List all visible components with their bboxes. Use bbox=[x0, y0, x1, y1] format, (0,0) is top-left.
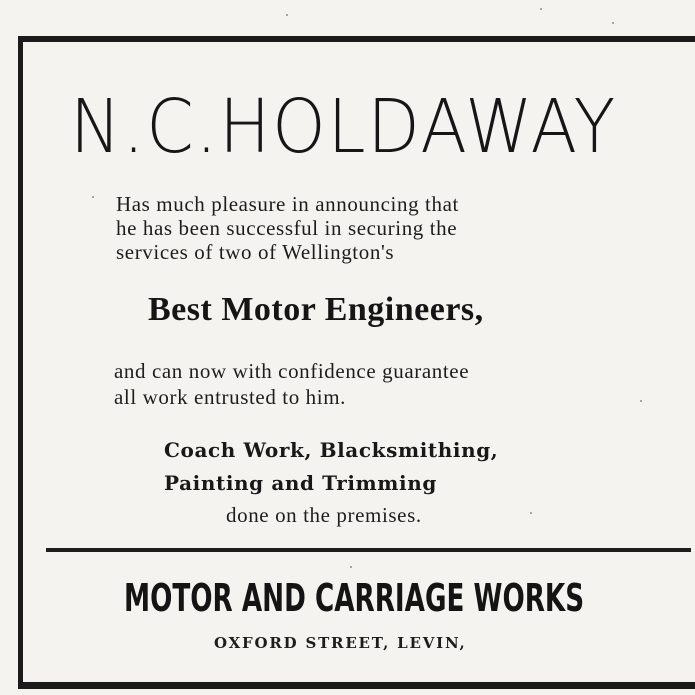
paper-speck bbox=[530, 512, 532, 514]
ad-border-bottom bbox=[18, 682, 695, 689]
paper-speck bbox=[540, 8, 542, 10]
announcement-text bbox=[116, 192, 636, 264]
advertiser-name: N.C.HOLDAWAY bbox=[70, 84, 618, 170]
announcement-line: he has been successful in securing the bbox=[116, 216, 458, 240]
paper-speck bbox=[612, 22, 614, 24]
services-line: Painting and Trimming bbox=[164, 471, 437, 495]
guarantee-line: all work entrusted to him. bbox=[114, 385, 346, 409]
business-address: OXFORD STREET, LEVIN, bbox=[214, 634, 467, 652]
guarantee-text bbox=[114, 358, 634, 410]
divider-rule bbox=[46, 548, 691, 552]
announcement-line: services of two of Wellington's bbox=[116, 240, 395, 264]
paper-speck bbox=[350, 566, 352, 568]
headline: Best Motor Engineers, bbox=[148, 291, 484, 328]
ad-border-left bbox=[18, 36, 23, 688]
business-name: MOTOR AND CARRIAGE WORKS bbox=[124, 576, 585, 620]
paper-speck bbox=[640, 400, 642, 402]
announcement-line: Has much pleasure in announcing that bbox=[116, 192, 459, 216]
paper-speck bbox=[92, 196, 94, 198]
ad-border-top bbox=[18, 36, 695, 42]
services-list bbox=[164, 434, 498, 500]
guarantee-line: and can now with confidence guarantee bbox=[114, 359, 470, 383]
premises-note: done on the premises. bbox=[226, 503, 422, 527]
paper-speck bbox=[286, 14, 288, 16]
services-line: Coach Work, Blacksmithing, bbox=[164, 438, 499, 462]
